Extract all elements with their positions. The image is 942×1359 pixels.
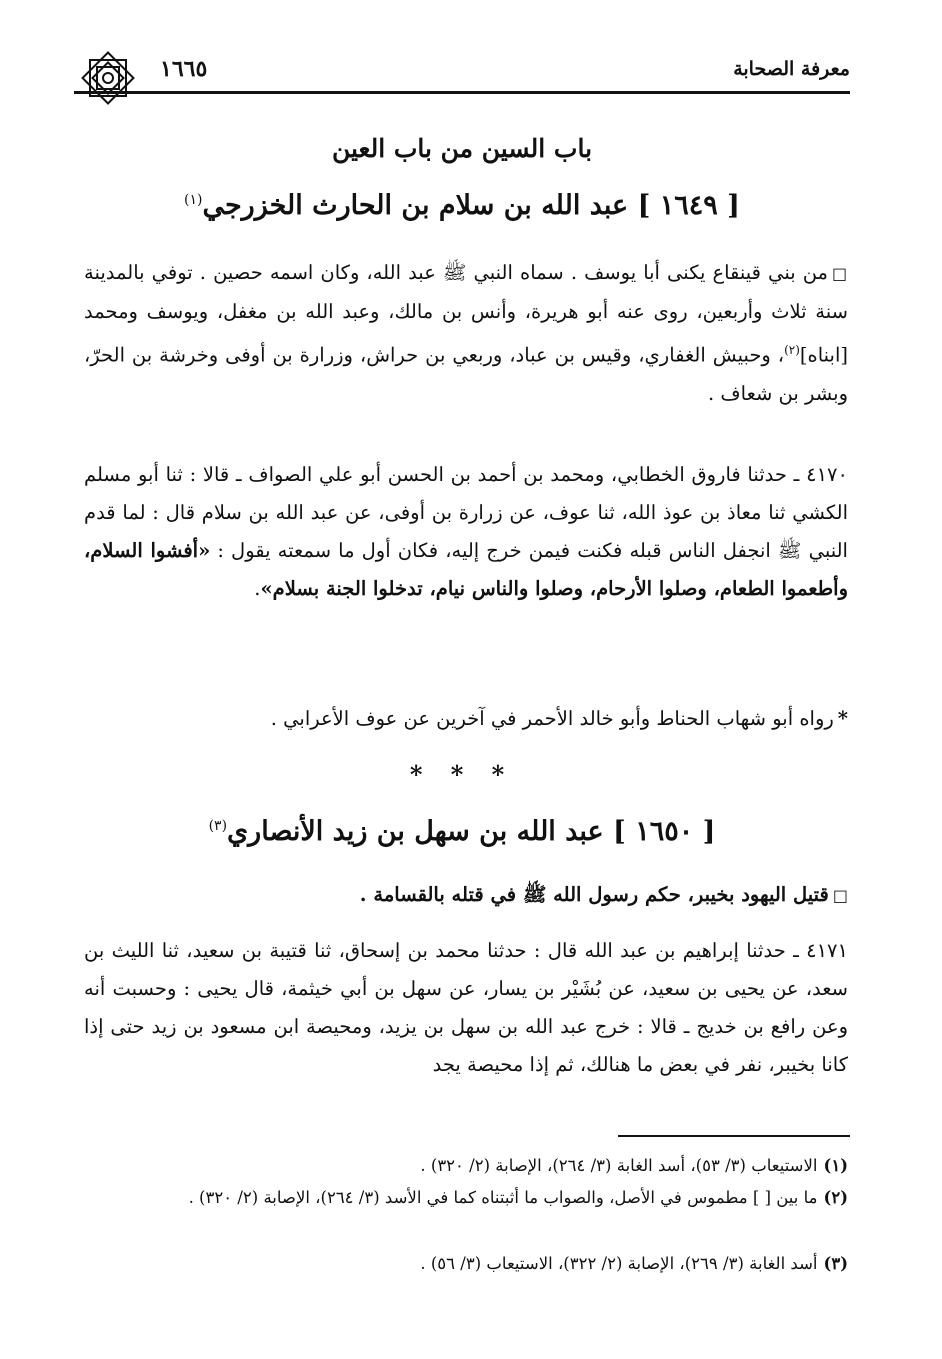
footnote-number: (٣)	[823, 1254, 848, 1273]
entry-number: [ ١٦٤٩ ]	[637, 190, 740, 221]
square-marker-icon: □	[832, 886, 848, 905]
entry-heading-1649	[74, 190, 850, 221]
entry-intro-1649	[84, 254, 848, 413]
square-marker-icon: □	[832, 264, 848, 283]
intro-text-cont: ، وحبيش الغفاري، وقيس بن عباد، وربعي بن حراش، وزرارة بن أوفى وخرشة بن الحرّ، وبشر بن شعاف .	[84, 343, 848, 405]
entry-number: [ ١٦٥٠ ]	[613, 816, 716, 847]
footnote-number: (١)	[823, 1156, 848, 1175]
narration-note	[271, 700, 848, 738]
entry-heading-1650	[74, 816, 850, 847]
footnote-text: الاستيعاب (٣/ ٥٣)، أسد الغابة (٣/ ٢٦٤)، الإصابة (٢/ ٣٢٠) .	[420, 1156, 818, 1175]
footnote-ref: (٣)	[208, 818, 228, 834]
footnote-text: ما بين [ ] مطموس في الأصل، والصواب ما أثبتناه كما في الأسد (٣/ ٢٦٤)، الإصابة (٢/ ٣٢٠) .	[188, 1188, 818, 1207]
footnote-1	[84, 1152, 848, 1179]
intro-text: قتيل اليهود بخيبر، حكم رسول الله ﷺ في قتله بالقسامة .	[359, 883, 829, 906]
hadith-text: ٤١٧١ ـ حدثنا إبراهيم بن عبد الله قال : حدثنا محمد بن إسحاق، ثنا قتيبة بن سعيد، ثنا الليث بن سعد، عن يحيى بن سعيد، عن بُشَيْر بن يسار، عن سهل بن أبي خيثمة، قال يحيى : وحسبت أنه وعن رافع بن خديج ـ قالا : خرج عبد الله بن سهل بن يزيد، ومحيصة ابن مسعود بن زيد حتى إذا كانا بخيبر، نفر في بعض ما هنالك، ثم إذا محيصة يجد	[84, 939, 848, 1076]
footnote-divider	[618, 1135, 850, 1137]
footnote-3	[84, 1250, 848, 1277]
hadith-text: ٤١٧٠ ـ حدثنا فاروق الخطابي، ومحمد بن أحمد بن الحسن أبو علي الصواف ـ قالا : ثنا أبو مسلم الكشي ثنا معاذ بن عوذ الله، ثنا عوف، عن زرارة بن أوفى، عن عبد الله بن سلام قال : لما قدم النبي ﷺ انجفل الناس قبله فكنت فيمن خرج إليه، فكان أول ما سمعته يقول :	[84, 463, 848, 562]
footnote-2	[84, 1184, 848, 1211]
islamic-star-ornament-icon	[78, 48, 138, 108]
hadith-end: .	[254, 577, 261, 600]
note-text: رواه أبو شهاب الحناط وأبو خالد الأحمر في آخرين عن عوف الأعرابي .	[270, 707, 834, 730]
hadith-quote: «أفشوا السلام، وأطعموا الطعام، وصلوا الأرحام، وصلوا والناس نيام، تدخلوا الجنة بسلام»	[84, 539, 848, 600]
footnote-text: أسد الغابة (٣/ ٢٦٩)، الإصابة (٢/ ٣٢٢)، الاستيعاب (٣/ ٥٦) .	[420, 1254, 818, 1273]
intro-text: من بني قينقاع يكنى أبا يوسف . سماه النبي ﷺ عبد الله، وكان اسمه حصين . توفي بالمدينة سنة ثلاث وأربعين، روى عنه أبو هريرة، وأنس بن مالك، وعبد الله بن مغفل، ويوسف ومحمد [ابناه]	[84, 261, 848, 367]
footnote-number: (٢)	[823, 1188, 848, 1207]
section-title: باب السين من باب العين	[331, 134, 593, 163]
entry-name: عبد الله بن سلام بن الحارث الخزرجي	[202, 190, 629, 221]
page-number: ١٦٦٥	[160, 56, 208, 82]
hadith-4170	[84, 456, 848, 608]
footnote-ref: (١)	[184, 192, 203, 208]
entry-name: عبد الله بن سهل بن زيد الأنصاري	[227, 816, 604, 847]
hadith-4171	[84, 932, 848, 1084]
book-title: معرفة الصحابة	[733, 58, 850, 80]
footnote-ref: (٢)	[784, 343, 800, 357]
section-separator: * * *	[409, 760, 515, 789]
entry-intro-1650	[84, 876, 848, 915]
header-rule	[74, 91, 850, 94]
asterisk-marker-icon: *	[837, 707, 848, 730]
page-header	[74, 54, 850, 94]
